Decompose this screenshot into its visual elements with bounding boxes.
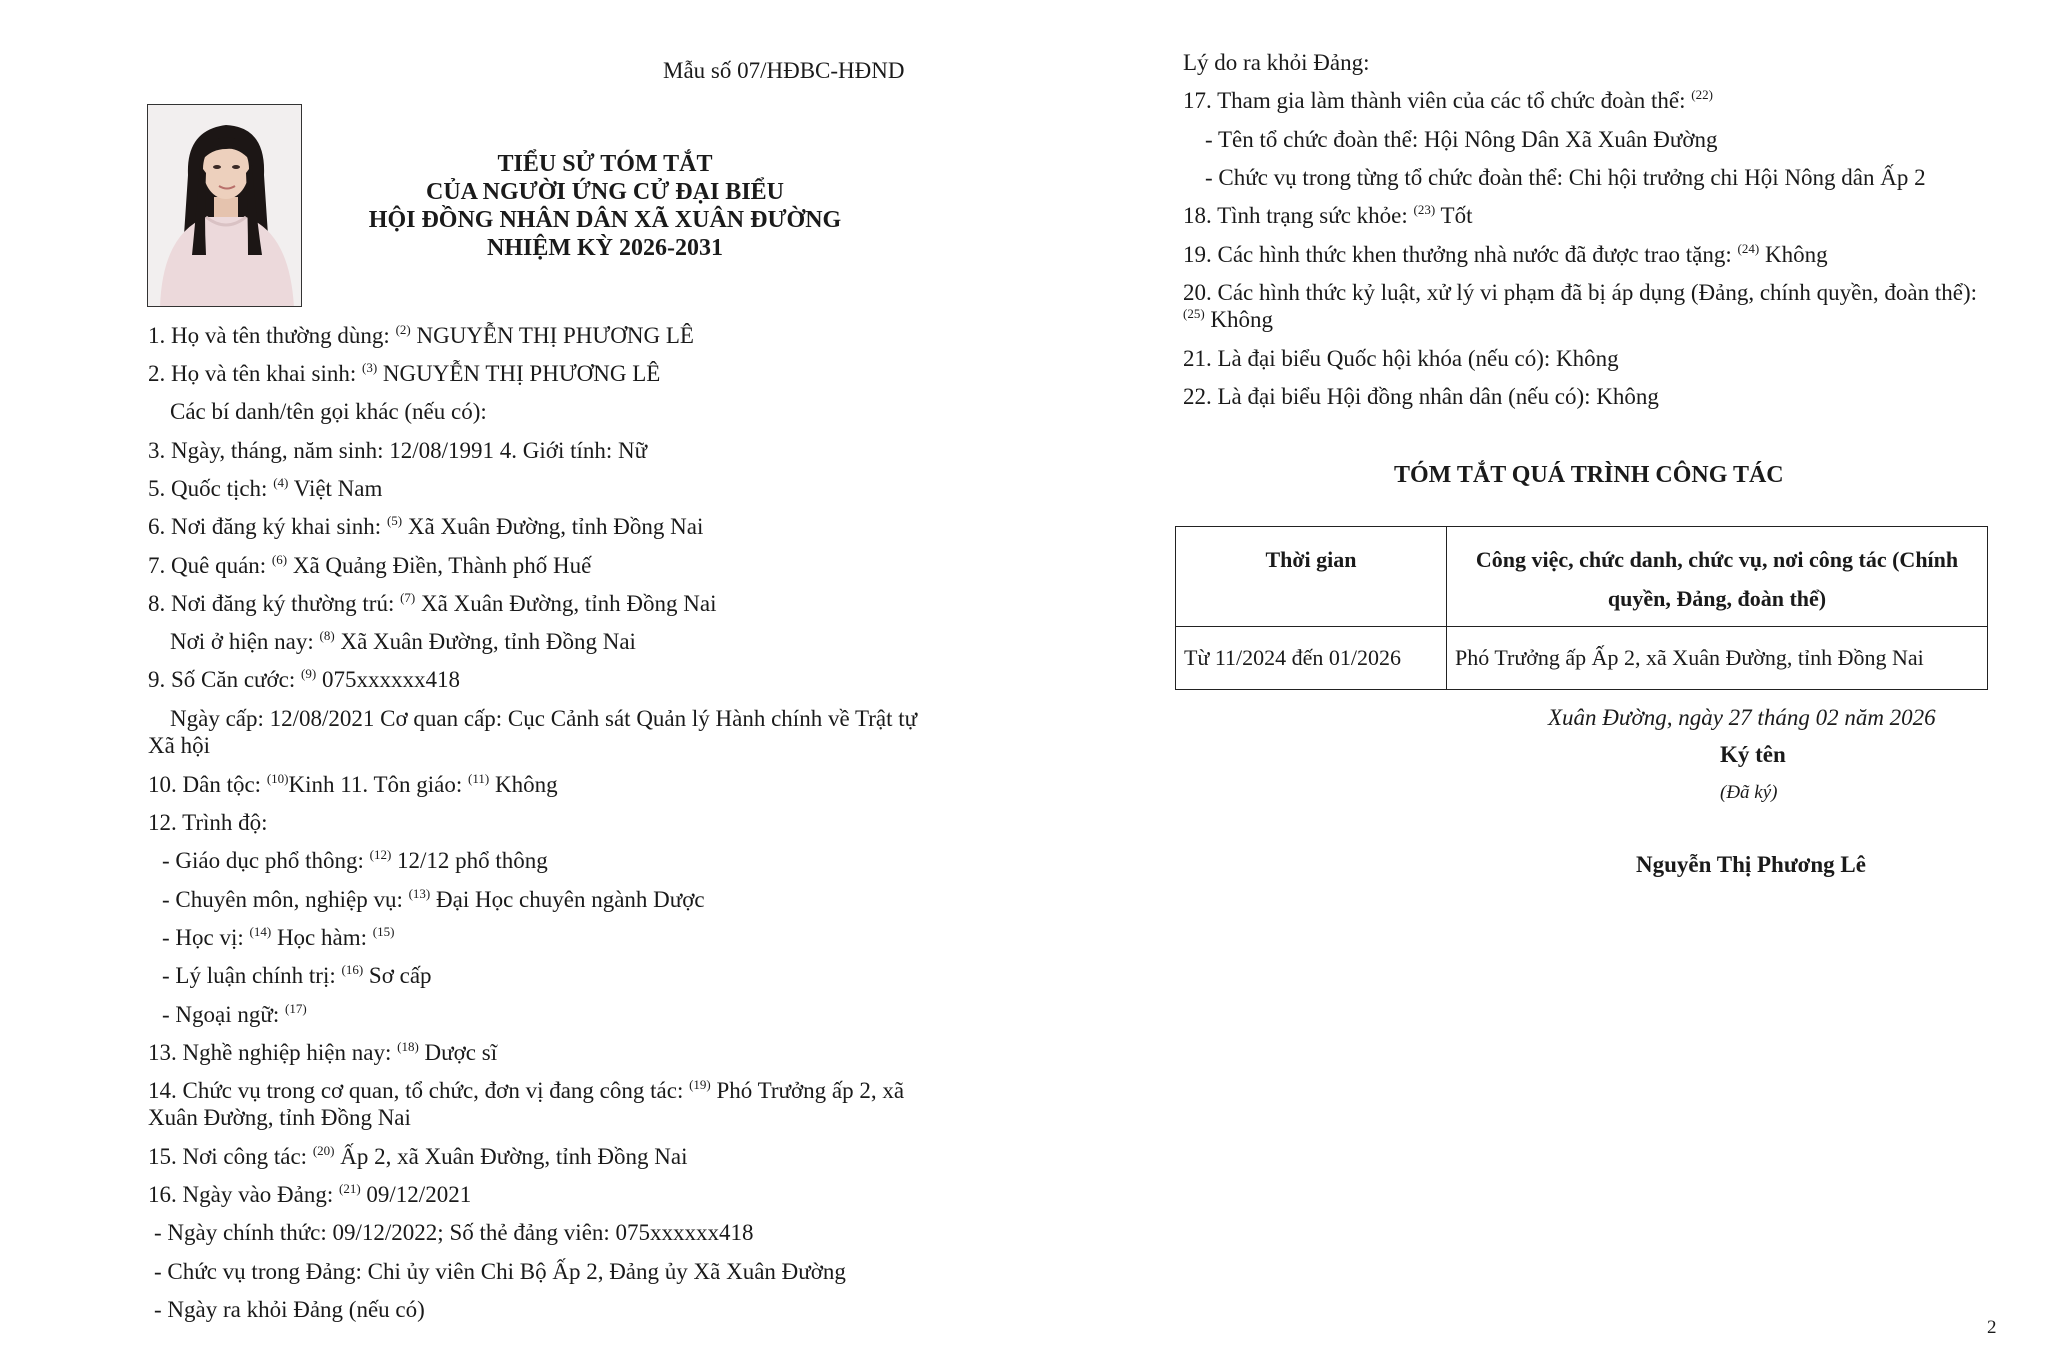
document-title bbox=[330, 150, 880, 262]
biography-left-column bbox=[148, 322, 968, 1342]
signed-note: (Đã ký) bbox=[1720, 782, 1778, 803]
line-value: Phó Trưởng ấp 2, xã bbox=[710, 1078, 905, 1103]
line-text: - Lý luận chính trị: bbox=[162, 963, 342, 988]
biography-line bbox=[154, 1296, 425, 1324]
line-value: 075xxxxxx418 bbox=[316, 667, 460, 692]
place-date: Xuân Đường, ngày 27 tháng 02 năm 2026 bbox=[1548, 705, 1936, 730]
line-text: 19. Các hình thức khen thưởng nhà nước đã được trao tặng: bbox=[1183, 242, 1738, 267]
footnote-marker: (10) bbox=[266, 771, 289, 786]
biography-line bbox=[148, 437, 647, 465]
title-line: CỦA NGƯỜI ỨNG CỬ ĐẠI BIỂU bbox=[425, 179, 784, 205]
biography-right-column bbox=[1183, 49, 2023, 429]
biography-line bbox=[148, 552, 591, 580]
work-history-title: TÓM TẮT QUÁ TRÌNH CÔNG TÁC bbox=[1394, 462, 1784, 488]
biography-line bbox=[1205, 164, 1926, 192]
biography-line bbox=[1183, 306, 1273, 334]
line-text: Ngày cấp: 12/08/2021 Cơ quan cấp: Cục Cảnh sát Quản lý Hành chính về Trật tự bbox=[170, 706, 918, 731]
footnote-marker: (4) bbox=[273, 475, 289, 490]
biography-line bbox=[148, 1181, 471, 1209]
biography-line bbox=[162, 1001, 307, 1029]
footnote-marker: (17) bbox=[284, 1001, 307, 1016]
line-text: 17. Tham gia làm thành viên của các tổ chức đoàn thể: bbox=[1183, 88, 1692, 113]
line-text: Nơi ở hiện nay: bbox=[170, 629, 320, 654]
table-header-position: Công việc, chức danh, chức vụ, nơi công tác (Chính quyền, Đảng, đoàn thể) bbox=[1447, 527, 1988, 627]
line-text: 9. Số Căn cước: bbox=[148, 667, 302, 692]
line-text: 22. Là đại biểu Hội đồng nhân dân (nếu có): Không bbox=[1183, 384, 1659, 409]
line-text: 8. Nơi đăng ký thường trú: bbox=[148, 591, 401, 616]
signer-name: Nguyễn Thị Phương Lê bbox=[1636, 852, 1866, 877]
biography-line bbox=[1183, 202, 1472, 230]
biography-line bbox=[1183, 87, 1713, 115]
table-header-time: Thời gian bbox=[1176, 527, 1447, 627]
line-text: 18. Tình trạng sức khỏe: bbox=[1183, 203, 1414, 228]
line-text: - Giáo dục phổ thông: bbox=[162, 848, 370, 873]
footnote-marker: (9) bbox=[301, 666, 317, 681]
line-value: Tốt bbox=[1435, 203, 1473, 228]
biography-line bbox=[148, 809, 268, 837]
line-text: 5. Quốc tịch: bbox=[148, 476, 274, 501]
line-value: 09/12/2021 bbox=[360, 1182, 472, 1207]
biography-line bbox=[170, 705, 917, 733]
title-line: HỘI ĐỒNG NHÂN DÂN XÃ XUÂN ĐƯỜNG bbox=[368, 207, 842, 233]
biography-line bbox=[148, 322, 694, 350]
line-value: Ấp 2, xã Xuân Đường, tỉnh Đồng Nai bbox=[334, 1144, 688, 1169]
biography-line bbox=[1183, 279, 1977, 307]
line-value: NGUYỄN THỊ PHƯƠNG LÊ bbox=[377, 361, 661, 386]
line-text: 16. Ngày vào Đảng: bbox=[148, 1182, 339, 1207]
line-text: - Tên tổ chức đoàn thể: Hội Nông Dân Xã Xuân Đường bbox=[1205, 127, 1718, 152]
biography-line bbox=[162, 847, 548, 875]
footnote-marker: (8) bbox=[319, 628, 335, 643]
line-text: 3. Ngày, tháng, năm sinh: 12/08/1991 4. Giới tính: Nữ bbox=[148, 438, 648, 463]
line-text: 10. Dân tộc: bbox=[148, 772, 267, 797]
line-value: Xã Quảng Điền, Thành phố Huế bbox=[287, 553, 592, 578]
footnote-marker: (22) bbox=[1691, 87, 1713, 102]
line-value: 12/12 phổ thông bbox=[391, 848, 548, 873]
religion-value: Không bbox=[489, 772, 558, 797]
footnote-marker: (12) bbox=[369, 847, 392, 862]
line-text: - Học vị: bbox=[162, 925, 250, 950]
biography-line bbox=[162, 962, 432, 990]
line-value: Sơ cấp bbox=[363, 963, 432, 988]
form-number: Mẫu số 07/HĐBC-HĐND bbox=[663, 58, 905, 83]
line-value: Đại Học chuyên ngành Dược bbox=[430, 887, 705, 912]
line-text: 6. Nơi đăng ký khai sinh: bbox=[148, 514, 387, 539]
biography-line bbox=[162, 924, 394, 952]
table-row bbox=[1176, 627, 1988, 690]
title-line: NHIỆM KỲ 2026-2031 bbox=[487, 235, 723, 261]
title-line: TIỂU SỬ TÓM TẮT bbox=[497, 151, 713, 177]
biography-line bbox=[1205, 126, 1718, 154]
biography-line bbox=[148, 771, 558, 799]
work-history-table bbox=[1175, 526, 1988, 690]
biography-line bbox=[162, 886, 705, 914]
line-text: 12. Trình độ: bbox=[148, 810, 268, 835]
line-text: 2. Họ và tên khai sinh: bbox=[148, 361, 362, 386]
biography-line bbox=[170, 398, 487, 426]
biography-line bbox=[1183, 49, 1370, 77]
line-text: Xuân Đường, tỉnh Đồng Nai bbox=[148, 1105, 411, 1130]
line-text: 13. Nghề nghiệp hiện nay: bbox=[148, 1040, 398, 1065]
footnote-marker: (11) bbox=[468, 771, 490, 786]
biography-line bbox=[148, 732, 210, 760]
footnote-marker: (2) bbox=[395, 322, 411, 337]
footnote-marker: (18) bbox=[397, 1039, 419, 1054]
biography-line bbox=[148, 475, 382, 503]
table-cell-time: Từ 11/2024 đến 01/2026 bbox=[1176, 627, 1447, 690]
line-value: Xã Xuân Đường, tỉnh Đồng Nai bbox=[334, 629, 636, 654]
line-value: Dược sĩ bbox=[418, 1040, 498, 1065]
line-value: Xã Xuân Đường, tỉnh Đồng Nai bbox=[402, 514, 704, 539]
footnote-marker: (23) bbox=[1413, 202, 1436, 217]
biography-line bbox=[154, 1258, 846, 1286]
footnote-marker: (16) bbox=[341, 962, 364, 977]
biography-line bbox=[148, 513, 703, 541]
table-cell-position: Phó Trưởng ấp Ấp 2, xã Xuân Đường, tỉnh Đồng Nai bbox=[1447, 627, 1988, 690]
portrait-photo bbox=[147, 104, 302, 307]
biography-line bbox=[154, 1219, 754, 1247]
line-value: Xã Xuân Đường, tỉnh Đồng Nai bbox=[415, 591, 717, 616]
line-value: Kinh 11. Tôn giáo: bbox=[288, 772, 469, 797]
biography-line bbox=[148, 1104, 411, 1132]
line-text: - Ngày chính thức: 09/12/2022; Số thẻ đảng viên: 075xxxxxx418 bbox=[154, 1220, 754, 1245]
footnote-marker: (15) bbox=[372, 924, 395, 939]
line-text: 15. Nơi công tác: bbox=[148, 1144, 313, 1169]
footnote-marker: (13) bbox=[408, 886, 431, 901]
biography-line bbox=[148, 360, 660, 388]
line-text: - Ngày ra khỏi Đảng (nếu có) bbox=[154, 1297, 425, 1322]
line-text: 1. Họ và tên thường dùng: bbox=[148, 323, 396, 348]
line-value: Không bbox=[1759, 242, 1828, 267]
line-text: - Chức vụ trong từng tổ chức đoàn thể: Chi hội trưởng chi Hội Nông dân Ấp 2 bbox=[1205, 165, 1926, 190]
sign-label: Ký tên bbox=[1720, 742, 1786, 767]
footnote-marker: (6) bbox=[271, 552, 288, 567]
biography-line bbox=[148, 1143, 687, 1171]
line-value: Học hàm: bbox=[271, 925, 373, 950]
line-value: Việt Nam bbox=[288, 476, 383, 501]
line-text: 7. Quê quán: bbox=[148, 553, 272, 578]
line-value: NGUYỄN THỊ PHƯƠNG LÊ bbox=[410, 323, 694, 348]
biography-line bbox=[1183, 383, 1659, 411]
line-text: Xã hội bbox=[148, 733, 210, 758]
line-text: - Chức vụ trong Đảng: Chi ủy viên Chi Bộ Ấp 2, Đảng ủy Xã Xuân Đường bbox=[154, 1259, 846, 1284]
line-value: Không bbox=[1204, 307, 1274, 332]
footnote-marker: (25) bbox=[1183, 306, 1205, 321]
line-text: 21. Là đại biểu Quốc hội khóa (nếu có): Không bbox=[1183, 346, 1619, 371]
footnote-marker: (19) bbox=[689, 1077, 711, 1092]
line-text: Lý do ra khỏi Đảng: bbox=[1183, 50, 1370, 75]
footnote-marker: (24) bbox=[1737, 241, 1760, 256]
biography-line bbox=[148, 1077, 904, 1105]
biography-line bbox=[1183, 345, 1619, 373]
biography-line bbox=[148, 1039, 497, 1067]
line-text: Các bí danh/tên gọi khác (nếu có): bbox=[170, 399, 487, 424]
biography-line bbox=[1183, 241, 1828, 269]
page-number: 2 bbox=[1987, 1317, 1997, 1338]
footnote-marker: (21) bbox=[339, 1181, 361, 1196]
biography-line bbox=[148, 666, 460, 694]
line-text: 14. Chức vụ trong cơ quan, tổ chức, đơn vị đang công tác: bbox=[148, 1078, 690, 1103]
line-text: - Chuyên môn, nghiệp vụ: bbox=[162, 887, 409, 912]
biography-line bbox=[170, 628, 636, 656]
portrait-illustration bbox=[148, 105, 302, 307]
footnote-marker: (7) bbox=[400, 590, 416, 605]
line-text: - Ngoại ngữ: bbox=[162, 1002, 285, 1027]
footnote-marker: (20) bbox=[312, 1143, 335, 1158]
footnote-marker: (14) bbox=[249, 924, 272, 939]
line-text: 20. Các hình thức kỷ luật, xử lý vi phạm đã bị áp dụng (Đảng, chính quyền, đoàn thể): bbox=[1183, 280, 1977, 305]
biography-line bbox=[148, 590, 717, 618]
footnote-marker: (5) bbox=[386, 513, 403, 528]
footnote-marker: (3) bbox=[362, 360, 378, 375]
